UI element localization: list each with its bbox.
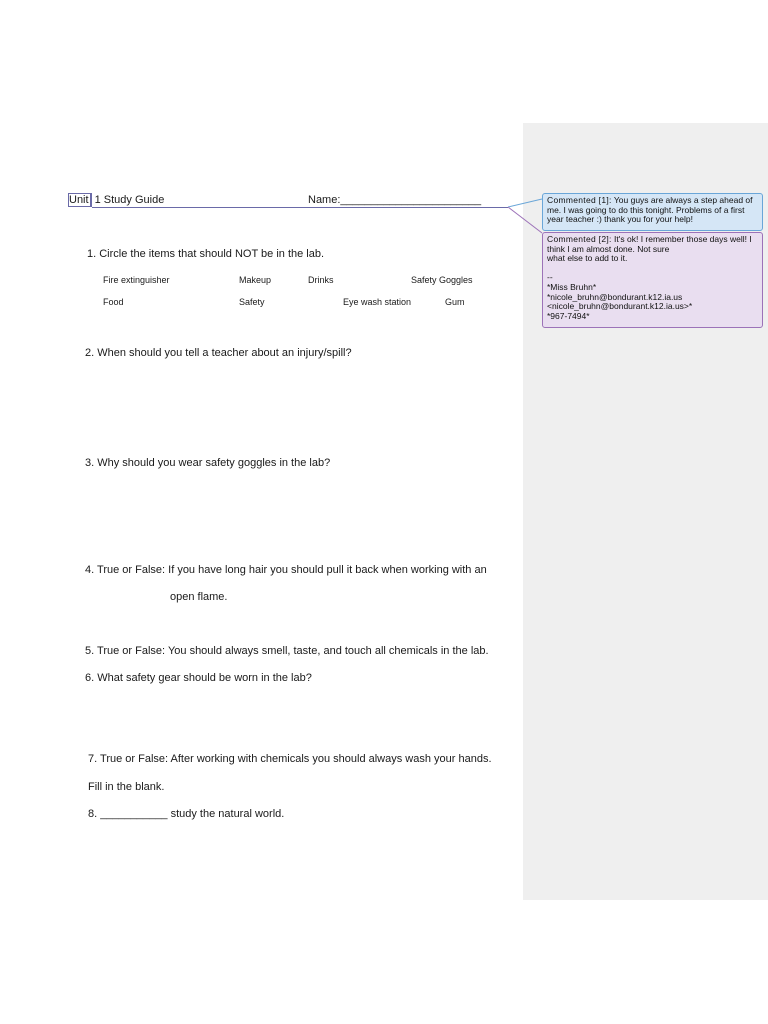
question-6: 6. What safety gear should be worn in the lab? [85,672,312,684]
comment-text: *nicole_bruhn@bondurant.k12.ia.us [547,291,683,302]
comment-text: what else to add to it. [547,253,628,264]
question-1: 1. Circle the items that should NOT be in the lab. [87,248,325,260]
name-field-label: Name:_______________________ [308,194,482,206]
title-row [68,194,164,207]
comment-text: think I am almost done. Not sure [547,243,670,254]
question-3: 3. Why should you wear safety goggles in the lab? [85,457,331,469]
option-item: Safety [239,297,265,307]
comment-text: <nicole_bruhn@bondurant.k12.ia.us>* [547,301,693,312]
comment-text: *Miss Bruhn* [547,281,597,292]
comment-text [547,264,758,274]
page-title: 1 Study Guide [91,194,165,206]
comment-anchor-word[interactable]: Unit [68,193,92,207]
question-8: 8. ___________ study the natural world. [88,808,285,820]
option-item: Drinks [308,275,334,285]
option-item: Food [103,297,124,307]
option-item: Fire extinguisher [103,275,170,285]
question-7: 7. True or False: After working with chemicals you should always wash your hands. [88,753,492,765]
question-2: 2. When should you tell a teacher about an injury/spill? [85,347,352,359]
comment-text: You guys are always a step ahead of [611,195,753,205]
comment-author: Commented [2]: [547,234,612,244]
comment-text: *967-7494* [547,310,590,321]
question-4-line-1: 4. True or False: If you have long hair you should pull it back when working with an [85,564,487,576]
option-item: Gum [445,297,465,307]
fill-in-blank-heading: Fill in the blank. [88,781,165,793]
option-item: Makeup [239,275,272,285]
comment-text: me. I was going to do this tonight. Problems of a first [547,204,745,215]
comment-author: Commented [1]: [547,195,612,205]
option-item: Safety Goggles [411,275,473,285]
comment-balloon-2[interactable] [542,232,763,328]
option-item: Eye wash station [343,297,412,307]
comment-text: year teacher :) thank you for your help! [547,214,693,225]
comment-text: -- [547,272,553,283]
question-4-line-2: open flame. [170,591,228,603]
comment-balloon-1[interactable] [542,193,763,231]
question-5: 5. True or False: You should always smell, taste, and touch all chemicals in the lab. [85,645,489,657]
comment-text: It's ok! I remember those days well! I [611,234,752,244]
comment-anchor-underline [92,207,508,208]
